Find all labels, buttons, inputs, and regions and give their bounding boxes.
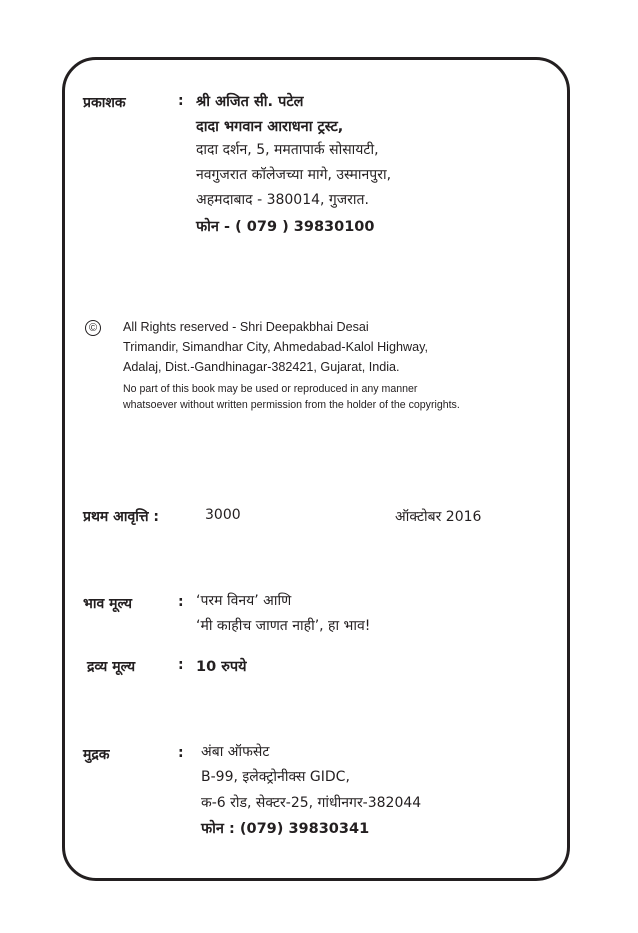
dravya-mulya-value: 10 रुपये bbox=[196, 659, 247, 675]
copyright-notice-line2: whatsoever without written permission from the holder of the copyrights. bbox=[123, 399, 460, 411]
printer-label: मुद्रक bbox=[83, 747, 110, 763]
printer-colon: : bbox=[178, 745, 184, 761]
copyright-icon: © bbox=[85, 320, 101, 336]
publisher-address-line3: अहमदाबाद - 380014, गुजरात. bbox=[196, 192, 369, 208]
dravya-mulya-label: द्रव्य मूल्य bbox=[87, 659, 136, 675]
publisher-address-line1: दादा दर्शन, 5, ममतापार्क सोसायटी, bbox=[196, 142, 379, 158]
publisher-phone: फोन - ( 079 ) 39830100 bbox=[196, 219, 375, 235]
bhav-mulya-line1: ‘परम विनय’ आणि bbox=[196, 593, 292, 609]
publisher-address-line2: नवगुजरात कॉलेजच्या मागे, उस्मानपुरा, bbox=[196, 167, 392, 183]
publisher-label: प्रकाशक bbox=[83, 95, 126, 111]
printer-address-line1: B-99, इलेक्ट्रोनीक्स GIDC, bbox=[201, 769, 350, 785]
bhav-mulya-colon: : bbox=[178, 594, 184, 610]
publisher-colon: : bbox=[178, 93, 184, 109]
printer-name: अंबा ऑफसेट bbox=[201, 744, 270, 760]
printer-address-line2: क-6 रोड, सेक्टर-25, गांधीनगर-382044 bbox=[201, 795, 422, 811]
edition-label: प्रथम आवृत्ति : bbox=[83, 509, 160, 525]
publisher-trust: दादा भगवान आराधना ट्रस्ट, bbox=[196, 119, 344, 135]
copyright-line3: Adalaj, Dist.-Gandhinagar-382421, Gujarat, India. bbox=[123, 360, 400, 374]
copyright-notice-line1: No part of this book may be used or reproduced in any manner bbox=[123, 383, 418, 395]
bhav-mulya-label: भाव मूल्य bbox=[83, 596, 133, 612]
dravya-mulya-colon: : bbox=[178, 657, 184, 673]
publisher-name: श्री अजित सी. पटेल bbox=[196, 94, 304, 110]
copyright-line1: All Rights reserved - Shri Deepakbhai Desai bbox=[123, 320, 369, 334]
edition-copies: 3000 bbox=[205, 507, 241, 523]
bhav-mulya-line2: ‘मी काहीच जाणत नाही’, हा भाव! bbox=[196, 618, 371, 634]
copyright-line2: Trimandir, Simandhar City, Ahmedabad-Kalol Highway, bbox=[123, 340, 428, 354]
printer-phone: फोन : (079) 39830341 bbox=[201, 821, 370, 837]
edition-date: ऑक्टोबर 2016 bbox=[395, 509, 482, 525]
